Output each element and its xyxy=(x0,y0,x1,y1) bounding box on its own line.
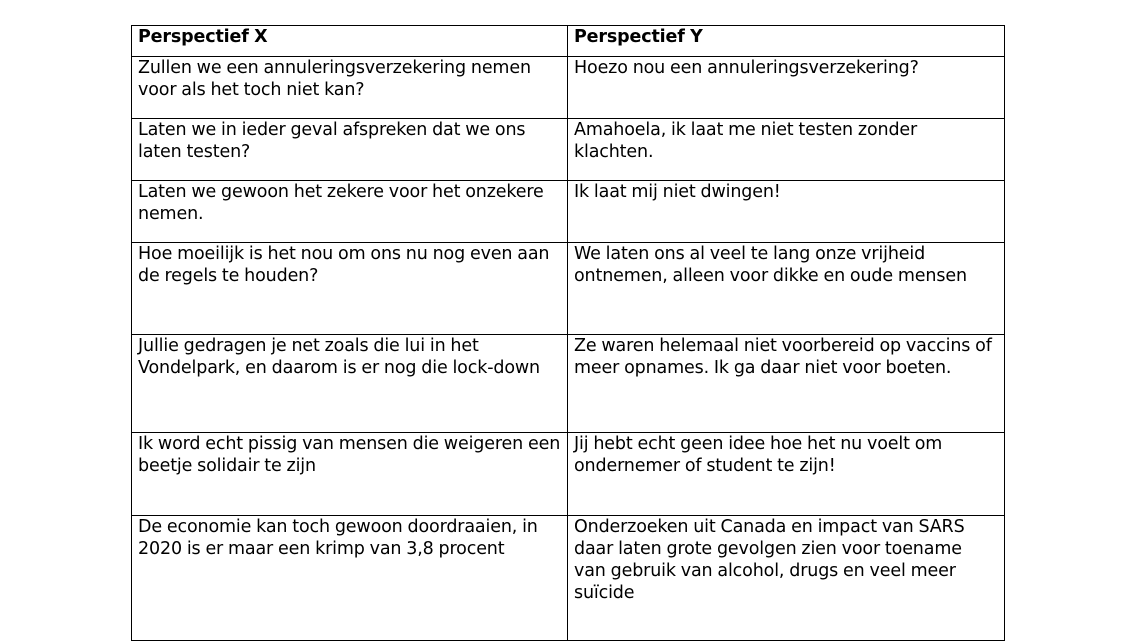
perspectives-table xyxy=(131,25,1005,641)
table-row xyxy=(132,433,1005,516)
table-row xyxy=(132,516,1005,641)
table-row xyxy=(132,181,1005,243)
cell-perspectief-y: Ik laat mij niet dwingen! xyxy=(568,181,1005,243)
cell-perspectief-x: Ik word echt pissig van mensen die weigeren een beetje solidair te zijn xyxy=(132,433,568,516)
table-header-row xyxy=(132,26,1005,57)
cell-perspectief-x: Laten we in ieder geval afspreken dat we ons laten testen? xyxy=(132,119,568,181)
table-row xyxy=(132,243,1005,335)
header-perspectief-y: Perspectief Y xyxy=(568,26,1005,57)
cell-perspectief-y: Onderzoeken uit Canada en impact van SARS daar laten grote gevolgen zien voor toename van gebruik van alcohol, drugs en veel meer suïcide xyxy=(568,516,1005,641)
cell-perspectief-x: Zullen we een annuleringsverzekering nemen voor als het toch niet kan? xyxy=(132,57,568,119)
cell-perspectief-x: Jullie gedragen je net zoals die lui in het Vondelpark, en daarom is er nog die lock-down xyxy=(132,335,568,433)
table-row xyxy=(132,119,1005,181)
cell-perspectief-y: We laten ons al veel te lang onze vrijheid ontnemen, alleen voor dikke en oude mensen xyxy=(568,243,1005,335)
header-perspectief-x: Perspectief X xyxy=(132,26,568,57)
cell-perspectief-x: De economie kan toch gewoon doordraaien, in 2020 is er maar een krimp van 3,8 procent xyxy=(132,516,568,641)
cell-perspectief-y: Ze waren helemaal niet voorbereid op vaccins of meer opnames. Ik ga daar niet voor boeten. xyxy=(568,335,1005,433)
cell-perspectief-y: Jij hebt echt geen idee hoe het nu voelt om ondernemer of student te zijn! xyxy=(568,433,1005,516)
cell-perspectief-y: Amahoela, ik laat me niet testen zonder klachten. xyxy=(568,119,1005,181)
cell-perspectief-x: Laten we gewoon het zekere voor het onzekere nemen. xyxy=(132,181,568,243)
table-row xyxy=(132,335,1005,433)
cell-perspectief-y: Hoezo nou een annuleringsverzekering? xyxy=(568,57,1005,119)
table-row xyxy=(132,57,1005,119)
cell-perspectief-x: Hoe moeilijk is het nou om ons nu nog even aan de regels te houden? xyxy=(132,243,568,335)
